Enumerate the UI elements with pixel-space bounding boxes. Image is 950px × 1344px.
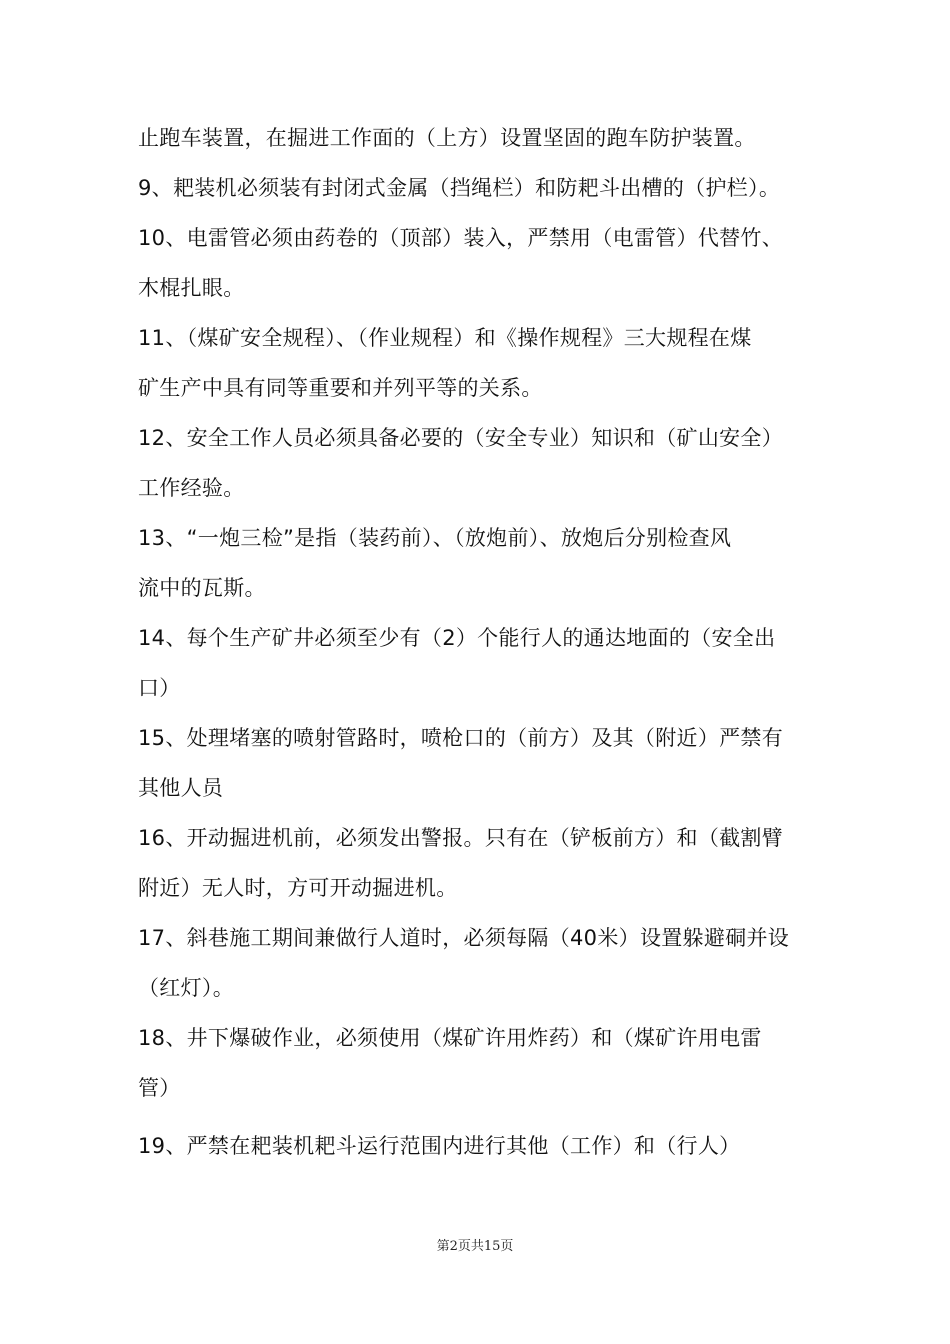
document-body (138, 118, 828, 1176)
text-line: 附近）无人时，方可开动掘进机。 (138, 876, 458, 900)
text-line: 18、井下爆破作业，必须使用（煤矿许用炸药）和（煤矿许用电雷 (138, 1026, 762, 1050)
text-line: 工作经验。 (138, 476, 245, 500)
text-line: 11、（煤矿安全规程）、（作业规程）和《操作规程》三大规程在煤 (138, 326, 752, 350)
page-number-footer: 第2页共15页 (436, 1239, 514, 1254)
text-line: 17、斜巷施工期间兼做行人道时，必须每隔（40米）设置躲避硐并设 (138, 926, 790, 950)
text-line: 管） (138, 1076, 181, 1100)
text-line: 其他人员 (138, 776, 224, 800)
text-line: 止跑车装置，在掘进工作面的（上方）设置坚固的跑车防护装置。 (138, 126, 756, 150)
text-line: 9、耙装机必须装有封闭式金属（挡绳栏）和防耙斗出槽的（护栏）。 (138, 176, 781, 200)
text-line: 10、电雷管必须由药卷的（顶部）装入，严禁用（电雷管）代替竹、 (138, 226, 784, 250)
text-line: （红灯）。 (138, 976, 234, 1000)
text-line: 13、“一炮三检”是指（装药前）、（放炮前）、放炮后分别检查风 (138, 526, 732, 550)
text-line: 木棍扎眼。 (138, 276, 245, 300)
text-line: 16、开动掘进机前，必须发出警报。只有在（铲板前方）和（截割臂 (138, 826, 784, 850)
text-line: 19、严禁在耙装机耙斗运行范围内进行其他（工作）和（行人） (138, 1134, 741, 1158)
text-line: 矿生产中具有同等重要和并列平等的关系。 (138, 376, 543, 400)
text-line: 12、安全工作人员必须具备必要的（安全专业）知识和（矿山安全） (138, 426, 784, 450)
text-line: 15、处理堵塞的喷射管路时，喷枪口的（前方）及其（附近）严禁有 (138, 726, 784, 750)
text-line: 流中的瓦斯。 (138, 576, 266, 600)
text-line: 14、每个生产矿井必须至少有（2）个能行人的通达地面的（安全出 (138, 626, 776, 650)
text-line: 口） (138, 676, 181, 700)
